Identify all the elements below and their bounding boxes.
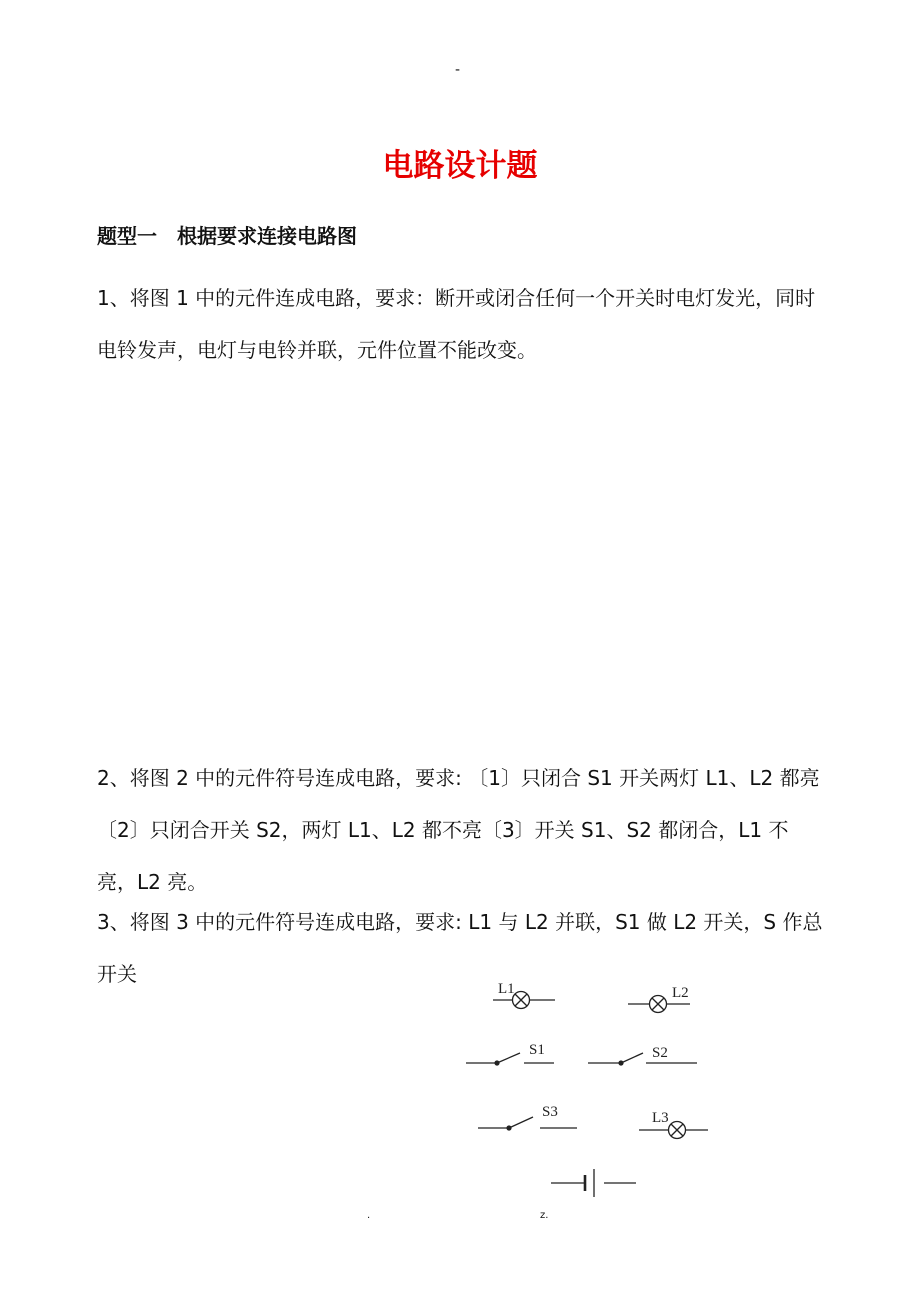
label-l1: L1 [498,981,515,997]
switch-s3 [478,1117,577,1128]
switch-s1-pivot [494,1060,499,1065]
label-s3: S3 [542,1104,558,1120]
footer-right: z. [540,1210,549,1221]
label-l2: L2 [672,985,689,1001]
switch-s2-pivot [618,1060,623,1065]
battery [551,1169,636,1197]
section-heading: 题型一 根据要求连接电路图 [97,224,357,248]
label-s1: S1 [529,1042,545,1058]
footer-left: . [367,1210,371,1221]
switch-s2 [588,1053,697,1063]
label-s2: S2 [652,1045,668,1061]
page-title: 电路设计题 [382,148,538,184]
lamp-l3 [639,1122,708,1139]
question-1: 1、将图 1 中的元件连成电路，要求：断开或闭合任何一个开关时电灯发光，同时电铃发声，电灯与电铃并联，元件位置不能改变。 [97,286,816,362]
label-l3: L3 [652,1110,669,1126]
question-2: 2、将图 2 中的元件符号连成电路，要求: 〔1〕只闭合 S1 开关两灯 L1、L2 都亮〔2〕只闭合开关 S2，两灯 L1、L2 都不亮〔3〕开关 S1、S2 都闭合，L1 不亮，L2 亮。 [97,766,820,894]
question-3: 3、将图 3 中的元件符号连成电路，要求: L1 与 L2 并联，S1 做 L2 开关，S 作总开关 [97,910,823,986]
header-mark: - [455,62,461,78]
switch-s3-pivot [506,1125,511,1130]
